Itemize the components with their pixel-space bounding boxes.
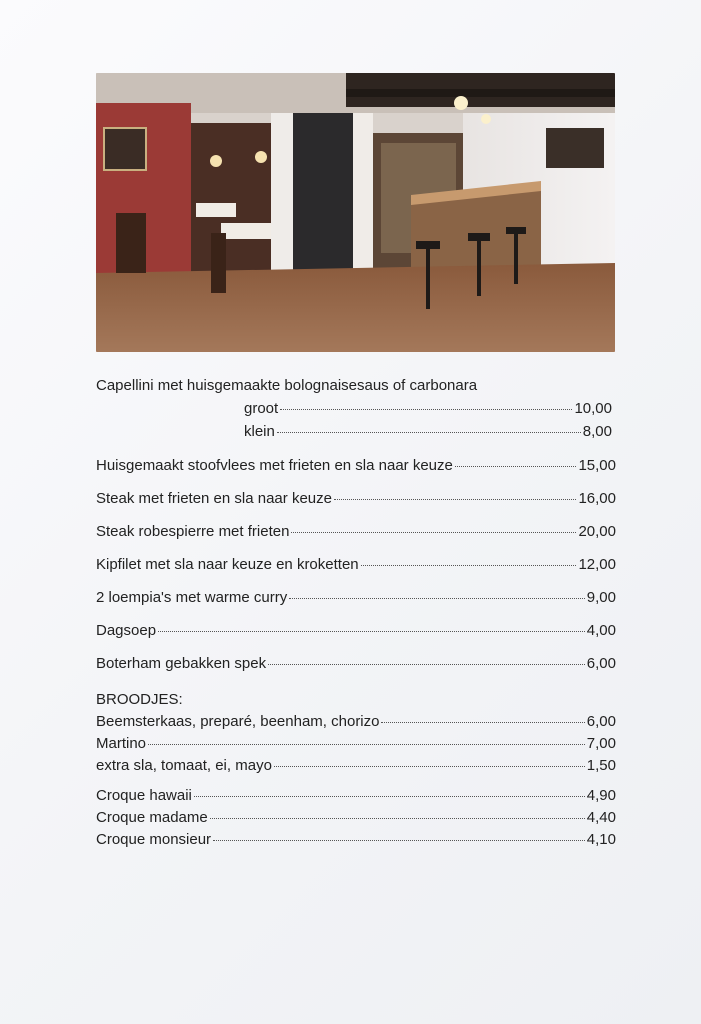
list-item xyxy=(244,399,612,419)
leader-dots xyxy=(194,796,585,797)
list-item xyxy=(96,588,616,608)
item-name: extra sla, tomaat, ei, mayo xyxy=(96,757,272,774)
leader-dots xyxy=(277,432,581,433)
list-item xyxy=(244,422,612,442)
item-price: 9,00 xyxy=(586,589,616,606)
item-name: 2 loempia's met warme curry xyxy=(96,589,288,606)
leader-dots xyxy=(361,565,577,566)
list-item xyxy=(96,522,616,542)
leader-dots xyxy=(381,722,584,723)
leader-dots xyxy=(148,744,585,745)
item-price: 1,50 xyxy=(586,757,616,774)
leader-dots xyxy=(268,664,585,665)
list-item xyxy=(96,712,616,732)
item-price: 4,90 xyxy=(586,787,616,804)
list-item xyxy=(96,786,616,806)
list-item xyxy=(96,808,616,828)
menu-list xyxy=(96,376,616,850)
list-item xyxy=(96,654,616,674)
item-price: 10,00 xyxy=(574,400,612,417)
leader-dots xyxy=(210,818,585,819)
leader-dots xyxy=(280,409,572,410)
item-name: Kipfilet met sla naar keuze en kroketten xyxy=(96,556,359,573)
item-price: 20,00 xyxy=(578,523,616,540)
item-price: 4,10 xyxy=(586,831,616,848)
item-name: Steak robespierre met frieten xyxy=(96,523,290,540)
item-price: 16,00 xyxy=(578,490,616,507)
item-name: Boterham gebakken spek xyxy=(96,655,267,672)
item-price: 4,40 xyxy=(586,809,616,826)
leader-dots xyxy=(455,466,577,467)
item-name: klein xyxy=(244,423,275,440)
mains-section xyxy=(96,456,616,674)
item-price: 6,00 xyxy=(586,655,616,672)
item-price: 15,00 xyxy=(578,457,616,474)
list-item xyxy=(96,734,616,754)
leader-dots xyxy=(213,840,585,841)
item-name: Steak met frieten en sla naar keuze xyxy=(96,490,332,507)
item-price: 4,00 xyxy=(586,622,616,639)
item-name: Beemsterkaas, preparé, beenham, chorizo xyxy=(96,713,380,730)
item-price: 7,00 xyxy=(586,735,616,752)
item-price: 12,00 xyxy=(578,556,616,573)
list-item xyxy=(96,489,616,509)
restaurant-interior-photo xyxy=(96,73,615,352)
leader-dots xyxy=(334,499,576,500)
item-name: Croque madame xyxy=(96,809,208,826)
item-name: Croque monsieur xyxy=(96,831,212,848)
item-name: Dagsoep xyxy=(96,622,157,639)
item-name: Huisgemaakt stoofvlees met frieten en sla naar keuze xyxy=(96,457,453,474)
pasta-section xyxy=(96,376,616,442)
list-item xyxy=(96,756,616,776)
leader-dots xyxy=(274,766,585,767)
list-item xyxy=(96,555,616,575)
item-price: 8,00 xyxy=(582,423,612,440)
pasta-title xyxy=(96,376,616,396)
item-name: groot xyxy=(244,400,279,417)
item-name: Capellini met huisgemaakte bolognaisesaus of carbonara xyxy=(96,377,478,394)
item-name: Croque hawaii xyxy=(96,787,192,804)
item-name: Martino xyxy=(96,735,147,752)
croque-section xyxy=(96,786,616,850)
leader-dots xyxy=(291,532,576,533)
broodjes-section xyxy=(96,690,616,776)
item-price: 6,00 xyxy=(586,713,616,730)
list-item xyxy=(96,621,616,641)
list-item xyxy=(96,830,616,850)
leader-dots xyxy=(158,631,585,632)
section-heading: BROODJES: xyxy=(96,691,183,708)
leader-dots xyxy=(289,598,585,599)
list-item xyxy=(96,456,616,476)
